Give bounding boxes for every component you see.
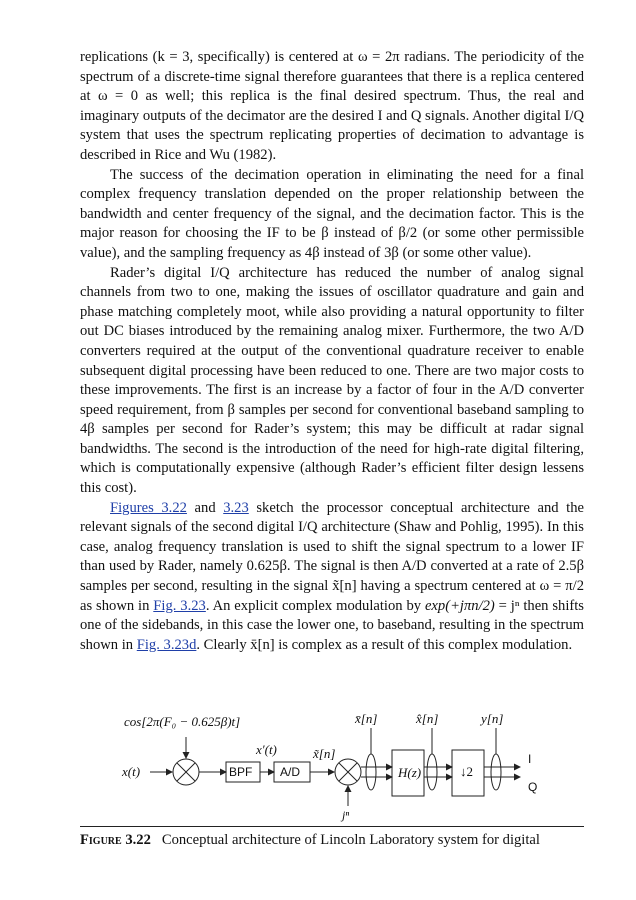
output-i-label: I xyxy=(528,752,532,766)
paragraph-4-and: and xyxy=(186,499,224,516)
caption-text: Conceptual architecture of Lincoln Laboratory system for digital xyxy=(161,832,540,848)
figure-3-23-link[interactable]: 3.23 xyxy=(223,499,249,516)
paragraph-2: The success of the decimation operation in eliminating the need for a final complex frequency translation depended on the proper relationship between the bandwidth and center frequency of the signal, and the decimation factor. This is the major reason for choosing the IF to be β instead of β/2 (or some other permissible value), and the sampling frequency as 4β instead of 3β (or some other value). xyxy=(80,166,584,261)
signal-xbar-symbol: x̄[n] xyxy=(250,636,275,653)
xtilde-label: x̃[n] xyxy=(313,746,336,761)
signal-xtilde-symbol: x̃[n] xyxy=(332,578,357,595)
paragraph-4-text-2: having a spectrum centered at ω = π/2 as shown in xyxy=(80,578,584,614)
paragraph-1: replications (k = 3, specifically) is centered at ω = 2π radians. The periodicity of the spectrum of a discrete-time signal therefore guarantees that there is a replica centered at ω = 0 as well; this replica is the final desired spectrum. Thus, the real and imaginary outputs of the decimator are the desired I and Q signals. Another digital I/Q system that uses the spectrum replicating properties of decimation to advantage is described in Rice and Wu (1982). xyxy=(80,49,584,163)
hz-label: H(z) xyxy=(398,765,422,780)
fig-3-23-link[interactable]: Fig. 3.23 xyxy=(153,597,206,614)
xhat-probe-ellipse xyxy=(427,754,437,790)
figure-caption xyxy=(80,831,584,850)
jn-label: jⁿ xyxy=(342,808,350,822)
paragraph-4-text-4: = jⁿ then shifts one of the sidebands, in this case the lower one, to baseband, resulting in the spectrum shown in xyxy=(80,597,584,653)
oscillator-label: cos[2π(F₀ − 0.625β)t] xyxy=(124,714,241,729)
y-probe-ellipse xyxy=(491,754,501,790)
xbar-probe-ellipse xyxy=(366,754,376,790)
paragraph-4-text-5: . Clearly xyxy=(196,636,251,653)
figure-3-22-link[interactable]: Figures 3.22 xyxy=(110,499,187,516)
xprime-label: x′(t) xyxy=(256,742,277,757)
caption-rule xyxy=(80,826,584,827)
xbar-label: x̄[n] xyxy=(355,711,378,726)
paragraph-3: Rader’s digital I/Q architecture has reduced the number of analog signal channels from two to one, making the issues of oscillator quadrature and gain and phase matching completely moot, while also providing a natural opportunity to filter out DC biases introduced by the remaining analog mixer. Furthermore, the two A/D converters required at the output of the conventional quadrature receiver to enable subsequent digital processing have been reduced to one. There are two major costs to these improvements. The first is an increase by a factor of four in the A/D converter speed requirement, from β samples per second for conventional baseband sampling to 4β samples per second for Rader’s system; this may be difficult at radar signal bandwidths. The second is the introduction of the need for high-rate digital filtering, which is computationally expensive (although Rader’s efficient filter design lessens this cost). xyxy=(80,264,584,497)
y-label: y[n] xyxy=(481,711,504,726)
paragraph-4-text-1: sketch the processor conceptual architecture and the relevant signals of the second digital I/Q architecture (Shaw and Pohlig, 1995). In this case, analog frequency translation is used to shift the signal spectrum to a lower IF than used by Rader, namely 0.625β. The signal is then A/D converted at a rate of 2.5β samples per second, resulting in the signal xyxy=(80,499,585,595)
caption-head: Figure xyxy=(80,832,122,848)
bpf-label: BPF xyxy=(229,765,253,779)
input-label: x(t) xyxy=(122,764,141,779)
paragraph-4-text-6: is complex as a result of this complex modulation. xyxy=(274,636,573,653)
modulation-expression: exp(+jπn/2) xyxy=(424,597,495,614)
caption-number: 3.22 xyxy=(125,832,151,848)
body-text xyxy=(80,48,584,655)
fig-3-23d-link[interactable]: Fig. 3.23d xyxy=(136,636,197,653)
ad-label: A/D xyxy=(280,765,301,779)
output-q-label: Q xyxy=(528,780,538,794)
block-diagram xyxy=(80,706,584,824)
xhat-label: x̂[n] xyxy=(416,711,439,726)
paragraph-4-text-3: . An explicit complex modulation by xyxy=(205,597,425,614)
paragraph-4 xyxy=(80,499,584,656)
decimator-label: ↓2 xyxy=(460,764,473,779)
